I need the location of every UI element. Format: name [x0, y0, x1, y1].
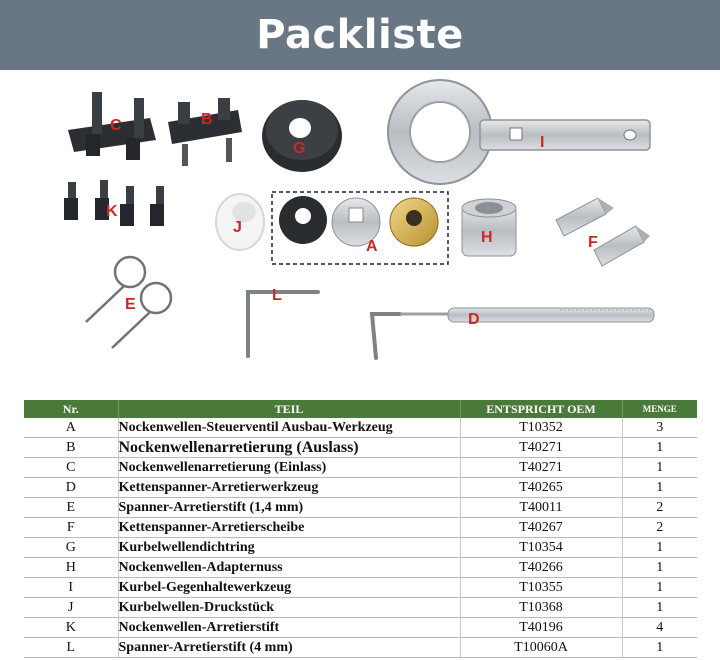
cell-oem: T10368 — [460, 598, 622, 618]
cell-nr: L — [24, 638, 118, 658]
tool-a-control-valve-set — [272, 192, 448, 264]
table-row — [24, 598, 697, 618]
label-i: I — [540, 134, 545, 151]
tool-d-tensioner-tool — [372, 308, 654, 358]
cell-oem: T10355 — [460, 578, 622, 598]
table-row — [24, 518, 697, 538]
table-header-row — [24, 400, 697, 418]
tool-l-l-pin — [248, 292, 318, 356]
cell-oem: T10352 — [460, 418, 622, 438]
header-nr: Nr. — [24, 400, 118, 418]
header-banner — [0, 0, 720, 70]
table-row — [24, 438, 697, 458]
cell-part-name: Nockenwellen-Arretierstift — [118, 618, 460, 638]
table-row — [24, 578, 697, 598]
tool-b-camshaft-lock-exhaust — [168, 98, 242, 166]
cell-nr: E — [24, 498, 118, 518]
cell-nr: B — [24, 438, 118, 458]
cell-quantity: 1 — [622, 578, 697, 598]
cell-oem: T40011 — [460, 498, 622, 518]
label-b: B — [201, 111, 213, 128]
cell-quantity: 2 — [622, 498, 697, 518]
cell-part-name: Kurbel-Gegenhaltewerkzeug — [118, 578, 460, 598]
label-j: J — [233, 219, 242, 236]
label-c: C — [110, 117, 122, 134]
cell-nr: H — [24, 558, 118, 578]
cell-part-name: Nockenwellen-Adapternuss — [118, 558, 460, 578]
label-a: A — [366, 238, 378, 255]
label-e: E — [125, 296, 136, 313]
cell-nr: A — [24, 418, 118, 438]
cell-nr: F — [24, 518, 118, 538]
tool-i-crank-counterhold — [388, 80, 650, 184]
cell-nr: I — [24, 578, 118, 598]
cell-oem: T40266 — [460, 558, 622, 578]
cell-quantity: 1 — [622, 478, 697, 498]
cell-nr: K — [24, 618, 118, 638]
page-title: Packliste — [256, 12, 464, 58]
cell-nr: D — [24, 478, 118, 498]
product-photo — [0, 70, 720, 400]
table-row — [24, 498, 697, 518]
table-row — [24, 618, 697, 638]
cell-oem: T10354 — [460, 538, 622, 558]
cell-part-name: Spanner-Arretierstift (4 mm) — [118, 638, 460, 658]
label-g: G — [293, 140, 306, 157]
table-row — [24, 418, 697, 438]
tool-g-crankshaft-seal — [262, 100, 342, 172]
cell-quantity: 4 — [622, 618, 697, 638]
table-row — [24, 558, 697, 578]
table-row — [24, 458, 697, 478]
header-menge: MENGE — [622, 400, 697, 418]
cell-quantity: 1 — [622, 598, 697, 618]
tool-h-adapter-nut — [462, 199, 516, 256]
label-f: F — [588, 234, 598, 251]
cell-oem: T40271 — [460, 438, 622, 458]
cell-oem: T40271 — [460, 458, 622, 478]
cell-part-name: Nockenwellen-Steuerventil Ausbau-Werkzeug — [118, 418, 460, 438]
label-h: H — [481, 229, 493, 246]
cell-part-name: Spanner-Arretierstift (1,4 mm) — [118, 498, 460, 518]
cell-nr: C — [24, 458, 118, 478]
cell-part-name: Kurbelwellen-Druckstück — [118, 598, 460, 618]
cell-quantity: 1 — [622, 558, 697, 578]
cell-quantity: 1 — [622, 538, 697, 558]
cell-oem: T40196 — [460, 618, 622, 638]
header-oem: ENTSPRICHT OEM — [460, 400, 622, 418]
cell-part-name: Nockenwellenarretierung (Einlass) — [118, 458, 460, 478]
label-d: D — [468, 311, 480, 328]
tool-f-tensioner-plates — [556, 198, 650, 266]
header-teil: TEIL — [118, 400, 460, 418]
cell-part-name: Kurbelwellendichtring — [118, 538, 460, 558]
cell-quantity: 1 — [622, 458, 697, 478]
cell-part-name: Kettenspanner-Arretierwerkzeug — [118, 478, 460, 498]
label-k: K — [106, 203, 118, 220]
cell-nr: G — [24, 538, 118, 558]
cell-part-name: Nockenwellenarretierung (Auslass) — [118, 438, 460, 458]
cell-oem: T10060A — [460, 638, 622, 658]
cell-quantity: 2 — [622, 518, 697, 538]
cell-nr: J — [24, 598, 118, 618]
table-row — [24, 638, 697, 658]
cell-quantity: 3 — [622, 418, 697, 438]
label-l: L — [272, 287, 282, 304]
tools-illustration — [0, 70, 720, 400]
cell-quantity: 1 — [622, 638, 697, 658]
cell-oem: T40267 — [460, 518, 622, 538]
table-row — [24, 478, 697, 498]
cell-oem: T40265 — [460, 478, 622, 498]
parts-table — [24, 400, 697, 658]
table-row — [24, 538, 697, 558]
cell-quantity: 1 — [622, 438, 697, 458]
cell-part-name: Kettenspanner-Arretierscheibe — [118, 518, 460, 538]
